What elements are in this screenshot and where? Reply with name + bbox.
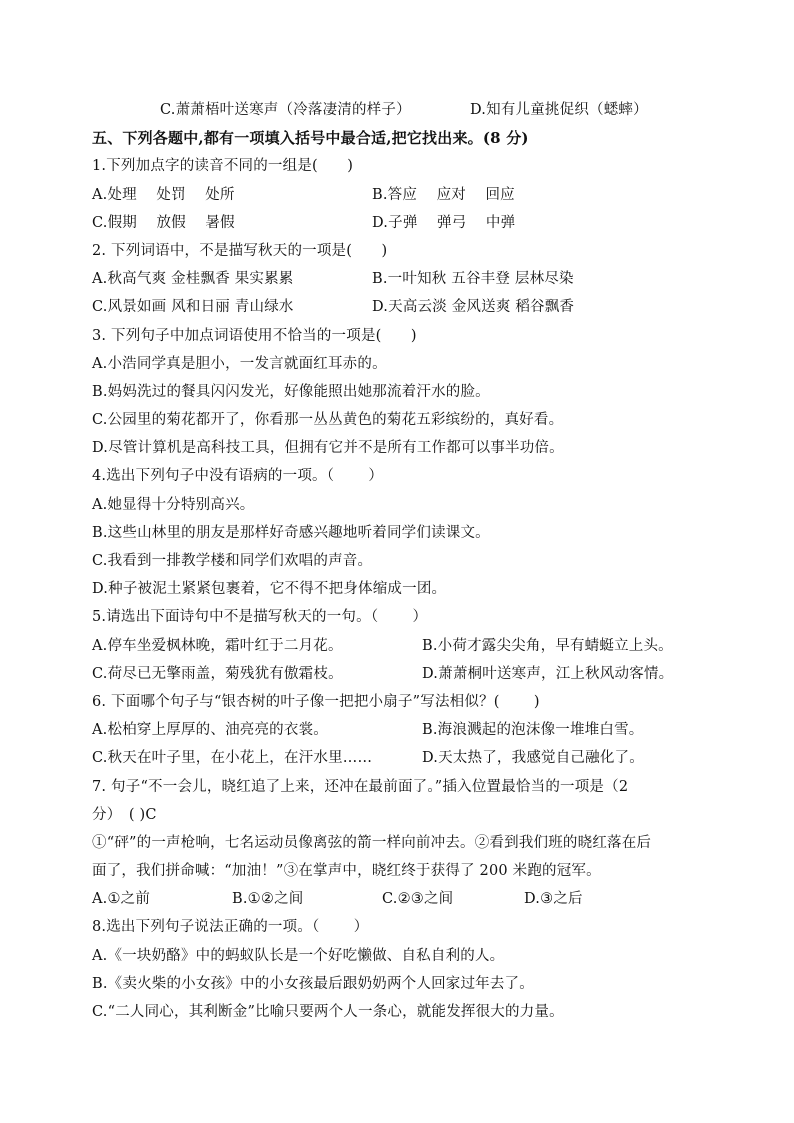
option-b: B.《卖火柴的小女孩》中的小女孩最后跟奶奶两个人回家过年去了。 xyxy=(92,975,534,992)
question-7-cont: 分） ( )C xyxy=(92,806,157,823)
q6-options-cd xyxy=(92,744,712,772)
option-a: A.①之前 xyxy=(92,891,151,908)
option-c: C.荷尽已无擎雨盖，菊残犹有傲霜枝。 xyxy=(92,665,343,682)
option-c: C.公园里的菊花都开了，你看那一丛丛黄色的菊花五彩缤纷的，真好看。 xyxy=(92,412,564,429)
question-1: 1.下列加点字的读音不同的一组是( ) xyxy=(92,158,354,175)
option-d: D.尽管计算机是高科技工具，但拥有它并不是所有工作都可以事半功倍。 xyxy=(92,440,564,457)
option-d: D.③之后 xyxy=(524,891,583,908)
section-heading: 五、下列各题中,都有一项填入括号中最合适,把它找出来。(8 分) xyxy=(92,129,529,148)
q-prev-options-cd xyxy=(92,96,712,124)
option-b: B.小荷才露尖尖角，早有蜻蜓立上头。 xyxy=(422,637,673,654)
option-d: D.天高云淡 金风送爽 稻谷飘香 xyxy=(372,299,575,316)
option-c: C.②③之间 xyxy=(382,891,454,908)
q5-options-ab xyxy=(92,632,712,660)
question-6: 6. 下面哪个句子与“银杏树的叶子像一把把小扇子”写法相似？( ) xyxy=(92,693,540,710)
option-b: B.妈妈洗过的餐具闪闪发光，好像能照出她那流着汗水的脸。 xyxy=(92,383,490,400)
q5-options-cd xyxy=(92,660,712,688)
option-a: A.小浩同学真是胆小，一发言就面红耳赤的。 xyxy=(92,355,387,372)
option-b: B.海浪溅起的泡沫像一堆堆白雪。 xyxy=(422,722,644,739)
q1-options-cd xyxy=(92,209,712,237)
q1-options-ab xyxy=(92,181,712,209)
option-c: C.秋天在叶子里，在小花上，在汗水里…… xyxy=(92,750,373,767)
option-a: A.停车坐爱枫林晚，霜叶红于二月花。 xyxy=(92,637,343,654)
option-b: B.①②之间 xyxy=(232,891,304,908)
question-4: 4.选出下列句子中没有语病的一项。（ ） xyxy=(92,468,384,485)
option-d: D.天太热了，我感觉自己融化了。 xyxy=(422,750,644,767)
question-7-passage: ①“砰”的一声枪响，七名运动员像离弦的箭一样向前冲去。②看到我们班的晓红落在后 xyxy=(92,834,652,851)
exam-page xyxy=(92,96,712,1026)
option-b: B.这些山林里的朋友是那样好奇感兴趣地听着同学们读课文。 xyxy=(92,524,490,541)
option-c: C.我看到一排教学楼和同学们欢唱的声音。 xyxy=(92,553,373,569)
question-5: 5.请选出下面诗句中不是描写秋天的一句。（ ） xyxy=(92,609,428,626)
option-a: A.松柏穿上厚厚的、油亮亮的衣裳。 xyxy=(92,722,328,739)
question-8: 8.选出下列句子说法正确的一项。（ ） xyxy=(92,919,369,936)
q6-options-ab xyxy=(92,716,712,744)
option-c: C.风景如画 风和日丽 青山绿水 xyxy=(92,299,294,316)
option-d: D.知有儿童挑促织（蟋蟀） xyxy=(470,102,648,118)
option-c: C.萧萧梧叶送寒声（冷落凄清的样子） xyxy=(160,102,411,118)
option-c: C.假期 放假 暑假 xyxy=(92,214,235,231)
option-b: B.一叶知秋 五谷丰登 层林尽染 xyxy=(372,271,574,288)
question-2: 2. 下列词语中，不是描写秋天的一项是( ) xyxy=(92,242,388,259)
question-7: 7. 句子“不一会儿，晓红追了上来，还冲在最前面了。”插入位置最恰当的一项是（2 xyxy=(92,778,629,795)
option-b: B.答应 应对 回应 xyxy=(372,186,515,203)
q2-options-ab xyxy=(92,265,712,293)
option-a: A.《一块奶酪》中的蚂蚁队长是一个好吃懒做、自私自利的人。 xyxy=(92,947,505,964)
option-d: D.萧萧桐叶送寒声，江上秋风动客情。 xyxy=(422,665,674,682)
option-a: A.处理 处罚 处所 xyxy=(92,186,235,203)
option-a: A.秋高气爽 金桂飘香 果实累累 xyxy=(92,271,294,288)
question-3: 3. 下列句子中加点词语使用不恰当的一项是( ) xyxy=(92,327,417,344)
option-d: D.子弹 弹弓 中弹 xyxy=(372,214,516,231)
option-a: A.她显得十分特别高兴。 xyxy=(92,496,255,513)
q2-options-cd xyxy=(92,293,712,321)
option-d: D.种子被泥土紧紧包裹着，它不得不把身体缩成一团。 xyxy=(92,581,447,598)
question-7-passage-cont: 面了，我们拼命喊：“加油！”③在掌声中，晓红终于获得了 200 米跑的冠军。 xyxy=(92,863,601,880)
q7-options xyxy=(92,885,712,913)
option-c: C.“二人同心，其利断金”比喻只要两个人一条心，就能发挥很大的力量。 xyxy=(92,1004,564,1020)
